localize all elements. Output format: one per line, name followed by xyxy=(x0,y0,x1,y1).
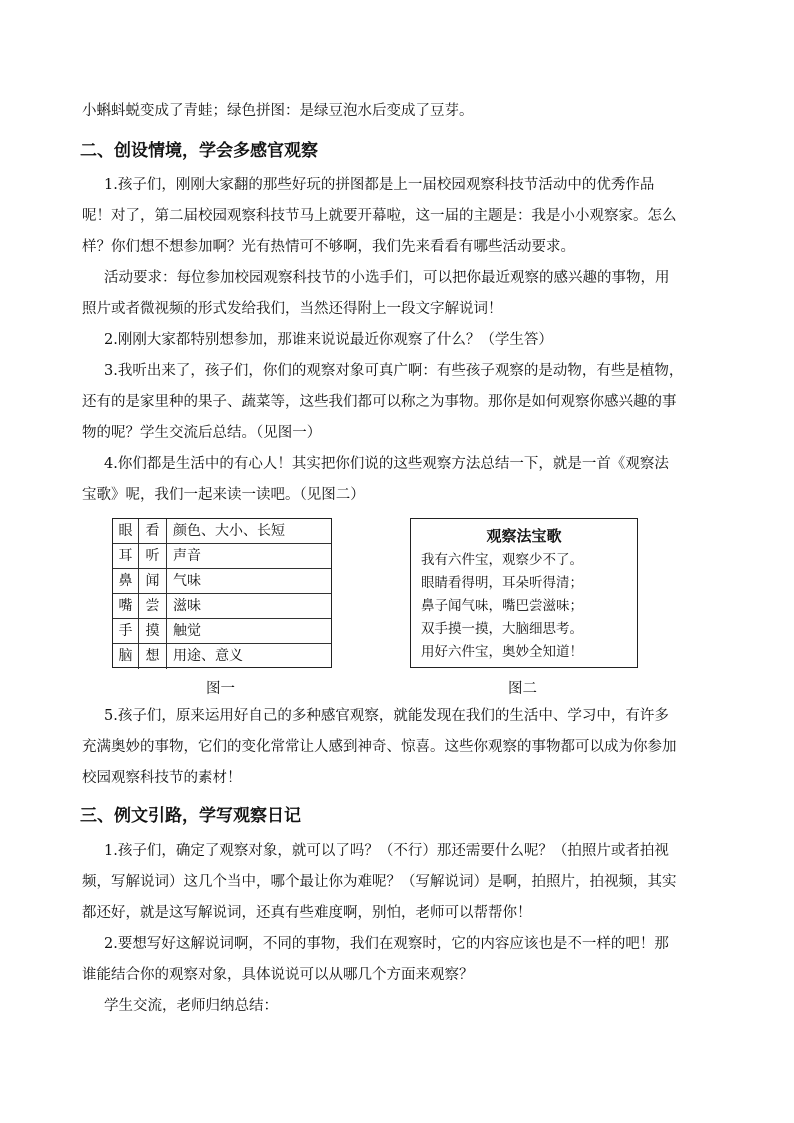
s3-p2-line1: 2.要想写好这解说词啊，不同的事物，我们在观察时，它的内容应该也是不一样的吧！那 xyxy=(104,936,669,952)
table-row xyxy=(113,619,331,644)
poem-verse: 我有六件宝，观察少不了。 xyxy=(421,552,583,568)
table-row xyxy=(113,569,331,594)
section2-heading: 二、创设情境，学会多感官观察 xyxy=(80,141,318,161)
sense-organ: 鼻 xyxy=(113,569,139,593)
s2-p2-line1: 活动要求：每位参加校园观察科技节的小选手们，可以把你最近观察的感兴趣的事物，用 xyxy=(104,270,670,286)
sense-target: 用途、意义 xyxy=(173,648,243,664)
table-row xyxy=(113,644,331,669)
s3-p3-line1: 学生交流，老师归纳总结： xyxy=(104,998,278,1014)
s2-p5-line1: 4.你们都是生活中的有心人！其实把你们说的这些观察方法总结一下，就是一首《观察法 xyxy=(104,456,669,472)
s3-p1-line2: 频，写解说词）这几个当中，哪个最让你为难呢？（写解说词）是啊，拍照片，拍视频，其实 xyxy=(82,874,677,890)
section3-heading: 三、例文引路，学写观察日记 xyxy=(80,806,301,826)
figure2-poem-box xyxy=(410,518,638,668)
figure1-table xyxy=(112,518,332,668)
figure1-caption: 图一 xyxy=(206,681,235,697)
sense-action: 摸 xyxy=(139,619,167,643)
sense-action: 听 xyxy=(139,544,167,568)
sense-action: 看 xyxy=(139,519,167,543)
sense-target: 声音 xyxy=(173,548,201,564)
p6-line3: 校园观察科技节的素材！ xyxy=(82,770,242,786)
sense-organ: 眼 xyxy=(113,519,139,543)
sense-target: 滋味 xyxy=(173,598,201,614)
table-row xyxy=(113,594,331,619)
s3-p2-line2: 谁能结合你的观察对象，具体说说可以从哪几个方面来观察？ xyxy=(82,967,474,983)
p6-line2: 充满奥妙的事物，它们的变化常常让人感到神奇、惊喜。这些你观察的事物都可以成为你参加 xyxy=(82,739,677,755)
sense-target: 颜色、大小、长短 xyxy=(173,523,285,539)
s2-p1-line1: 1.孩子们，刚刚大家翻的那些好玩的拼图都是上一届校园观察科技节活动中的优秀作品 xyxy=(104,177,655,193)
poem-verse: 鼻子闻气味，嘴巴尝滋味； xyxy=(421,598,583,614)
sense-organ: 脑 xyxy=(113,644,139,669)
sense-action: 想 xyxy=(139,644,167,669)
p6-line1: 5.孩子们，原来运用好自己的多种感官观察，就能发现在我们的生活中、学习中，有许多 xyxy=(104,708,669,724)
s2-p4-line3: 物的呢？学生交流后总结。（见图一） xyxy=(82,425,322,441)
s2-p2-line2: 照片或者微视频的形式发给我们，当然还得附上一段文字解说词！ xyxy=(82,301,503,317)
sense-organ: 嘴 xyxy=(113,594,139,618)
sense-action: 闻 xyxy=(139,569,167,593)
poem-verse: 眼睛看得明，耳朵听得清； xyxy=(421,575,583,591)
s2-p5-line2: 宝歌》呢，我们一起来读一读吧。（见图二） xyxy=(82,487,365,503)
sense-organ: 耳 xyxy=(113,544,139,568)
s2-p3-line1: 2.刚刚大家都特别想参加，那谁来说说最近你观察了什么？（学生答） xyxy=(104,332,553,348)
table-row xyxy=(113,544,331,569)
poem-verse: 双手摸一摸，大脑细思考。 xyxy=(421,621,583,637)
s2-p4-line2: 还有的是家里种的果子、蔬菜等，这些我们都可以称之为事物。那你是如何观察你感兴趣的事 xyxy=(82,394,677,410)
poem-verse: 用好六件宝，奥妙全知道！ xyxy=(421,644,583,660)
s2-p1-line2: 呢！对了，第二届校园观察科技节马上就要开幕啦，这一届的主题是：我是小小观察家。怎么 xyxy=(82,208,677,224)
s3-p1-line1: 1.孩子们，确定了观察对象，就可以了吗？（不行）那还需要什么呢？（拍照片或者拍视 xyxy=(104,843,669,859)
intro-line: 小蝌蚪蜕变成了青蛙；绿色拼图：是绿豆泡水后变成了豆芽。 xyxy=(82,103,474,119)
sense-target: 触觉 xyxy=(173,623,201,639)
sense-target: 气味 xyxy=(173,573,201,589)
poem-title: 观察法宝歌 xyxy=(486,527,562,545)
s3-p1-line3: 都还好，就是这写解说词，还真有些难度啊，别怕，老师可以帮帮你！ xyxy=(82,905,532,921)
s2-p1-line3: 样？你们想不想参加啊？光有热情可不够啊，我们先来看看有哪些活动要求。 xyxy=(82,239,575,255)
table-row xyxy=(113,519,331,544)
sense-organ: 手 xyxy=(113,619,139,643)
sense-action: 尝 xyxy=(139,594,167,618)
s2-p4-line1: 3.我听出来了，孩子们，你们的观察对象可真广啊：有些孩子观察的是动物，有些是植物， xyxy=(104,363,684,379)
figure2-caption: 图二 xyxy=(508,681,537,697)
